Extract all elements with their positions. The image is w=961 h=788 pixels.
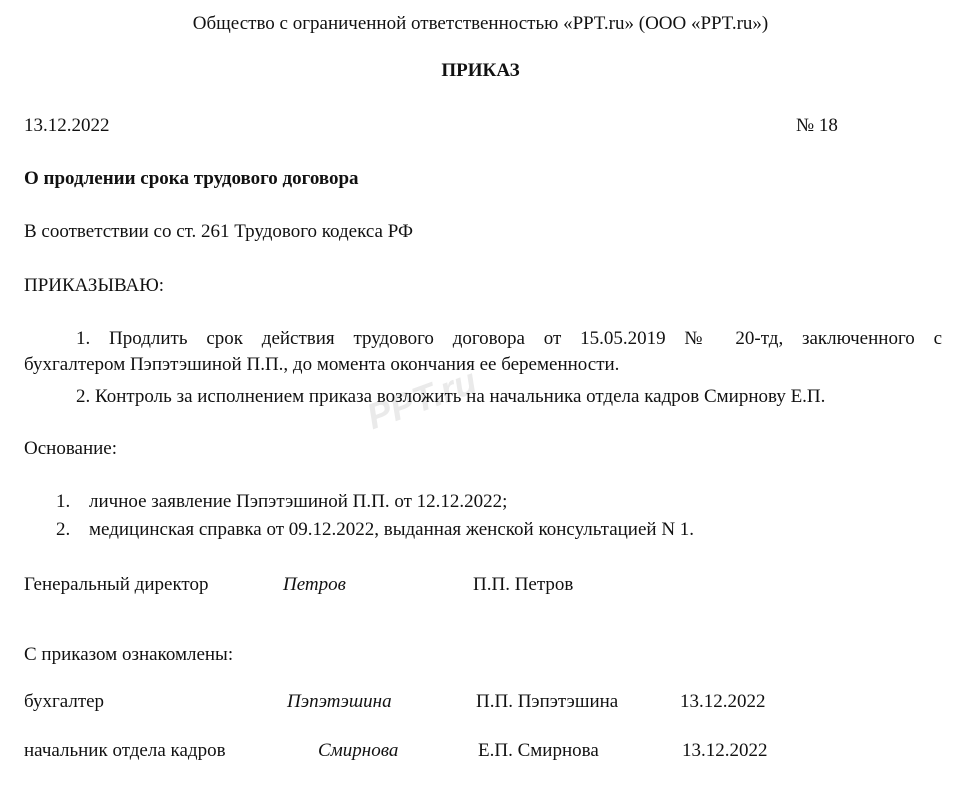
basis-label: Основание: <box>24 438 118 459</box>
basis-item-number: 2. <box>56 519 71 540</box>
order-word: ПРИКАЗЫВАЮ: <box>24 275 165 296</box>
basis-item-number: 1. <box>56 491 71 512</box>
acknowledged-date: 13.12.2022 <box>682 740 768 761</box>
document-subject: О продлении срока трудового договора <box>24 168 359 189</box>
document-title: ПРИКАЗ <box>441 60 520 81</box>
acknowledged-label: С приказом ознакомлены: <box>24 644 234 665</box>
director-name: П.П. Петров <box>473 574 574 595</box>
acknowledged-name: Е.П. Смирнова <box>478 740 599 761</box>
basis-item-text: личное заявление Пэпэтэшиной П.П. от 12.12.2022; <box>89 491 508 512</box>
document-date: 13.12.2022 <box>24 115 110 136</box>
acknowledged-signature: Смирнова <box>318 740 399 761</box>
document-number: № 18 <box>796 115 838 136</box>
basis-item <box>56 491 507 513</box>
basis-item-text: медицинская справка от 09.12.2022, выданная женской консультацией N 1. <box>89 519 695 540</box>
basis-item <box>56 519 694 541</box>
point-1-line-2: бухгалтером Пэпэтэшиной П.П., до момента окончания ее беременности. <box>24 354 620 375</box>
point-1-line-1: 1. Продлить срок действия трудового договора от 15.05.2019 № 20-тд, заключенного с <box>76 328 942 349</box>
watermark: PPT.ru <box>361 359 482 438</box>
acknowledged-role: начальник отдела кадров <box>24 740 226 761</box>
acknowledged-name: П.П. Пэпэтэшина <box>476 691 619 712</box>
organization-name: Общество с ограниченной ответственностью «PPT.ru» (ООО «PPT.ru») <box>192 13 769 34</box>
acknowledged-date: 13.12.2022 <box>680 691 766 712</box>
acknowledged-signature: Пэпэтэшина <box>287 691 392 712</box>
point-2: 2. Контроль за исполнением приказа возложить на начальника отдела кадров Смирнову Е.П. <box>76 386 826 407</box>
director-role: Генеральный директор <box>24 574 209 595</box>
director-signature: Петров <box>283 574 346 595</box>
acknowledged-role: бухгалтер <box>24 691 105 712</box>
legal-basis: В соответствии со ст. 261 Трудового кодекса РФ <box>24 221 413 242</box>
